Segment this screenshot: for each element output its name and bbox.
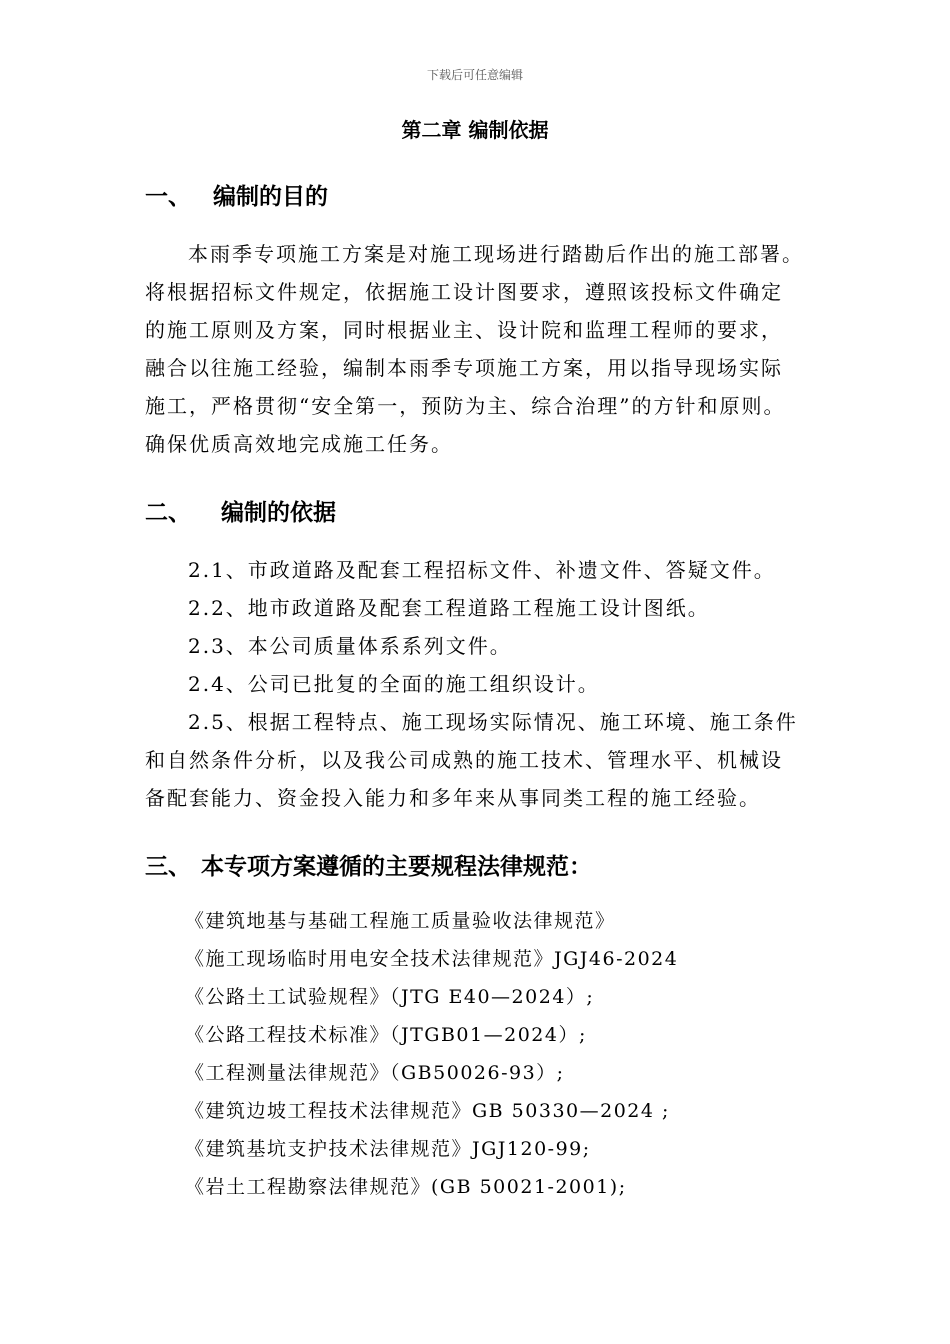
section-heading-3 [145, 848, 592, 881]
paragraph-line: 和自然条件分析，以及我公司成熟的施工技术、管理水平、机械设 [145, 748, 783, 772]
standard-item: 《公路工程技术标准》（JTGB01—2024）; [185, 1024, 587, 1046]
section-title: 编制的目的 [213, 184, 328, 210]
list-item: 2.5、根据工程特点、施工现场实际情况、施工环境、施工条件 [188, 710, 798, 734]
paragraph-line: 融合以往施工经验，编制本雨季专项施工方案，用以指导现场实际 [145, 356, 783, 380]
paragraph-line: 本雨季专项施工方案是对施工现场进行踏勘后作出的施工部署。 [188, 242, 804, 266]
standard-item: 《建筑基坑支护技术法律规范》JGJ120-99; [185, 1138, 591, 1160]
paragraph-line: 确保优质高效地完成施工任务。 [145, 432, 453, 456]
list-item: 2.4、公司已批复的全面的施工组织设计。 [188, 672, 600, 696]
section-title: 编制的依据 [221, 500, 336, 526]
standard-item: 《岩土工程勘察法律规范》(GB 50021-2001); [185, 1176, 627, 1198]
list-item: 2.1、市政道路及配套工程招标文件、补遗文件、答疑文件。 [188, 558, 776, 582]
paragraph-line: 的施工原则及方案，同时根据业主、设计院和监理工程师的要求， [145, 318, 783, 342]
standard-item: 《建筑边坡工程技术法律规范》GB 50330—2024 ; [185, 1100, 670, 1122]
standard-item: 《建筑地基与基础工程施工质量验收法律规范》 [185, 910, 616, 932]
paragraph-line: 将根据招标文件规定，依据施工设计图要求，遵照该投标文件确定 [145, 280, 783, 304]
section-number: 三、 [145, 854, 191, 880]
chapter-title: 第二章 编制依据 [401, 118, 549, 142]
standard-item: 《施工现场临时用电安全技术法律规范》JGJ46-2024 [185, 948, 679, 970]
section-heading-2 [145, 494, 336, 527]
list-item: 2.3、本公司质量体系系列文件。 [188, 634, 512, 658]
list-item: 2.2、地市政道路及配套工程道路工程施工设计图纸。 [188, 596, 710, 620]
section-number: 二、 [145, 500, 191, 526]
standard-item: 《工程测量法律规范》（GB50026-93）; [185, 1062, 565, 1084]
standard-item: 《公路土工试验规程》（JTG E40—2024）; [185, 986, 595, 1008]
paragraph-line: 备配套能力、资金投入能力和多年来从事同类工程的施工经验。 [145, 786, 761, 810]
section-number: 一、 [145, 184, 191, 210]
header-note: 下载后可任意编辑 [426, 68, 523, 82]
section-heading-1 [145, 178, 328, 211]
paragraph-line: 施工，严格贯彻“安全第一，预防为主、综合治理”的方针和原则。 [145, 394, 786, 418]
section-title: 本专项方案遵循的主要规程法律规范： [201, 854, 592, 880]
